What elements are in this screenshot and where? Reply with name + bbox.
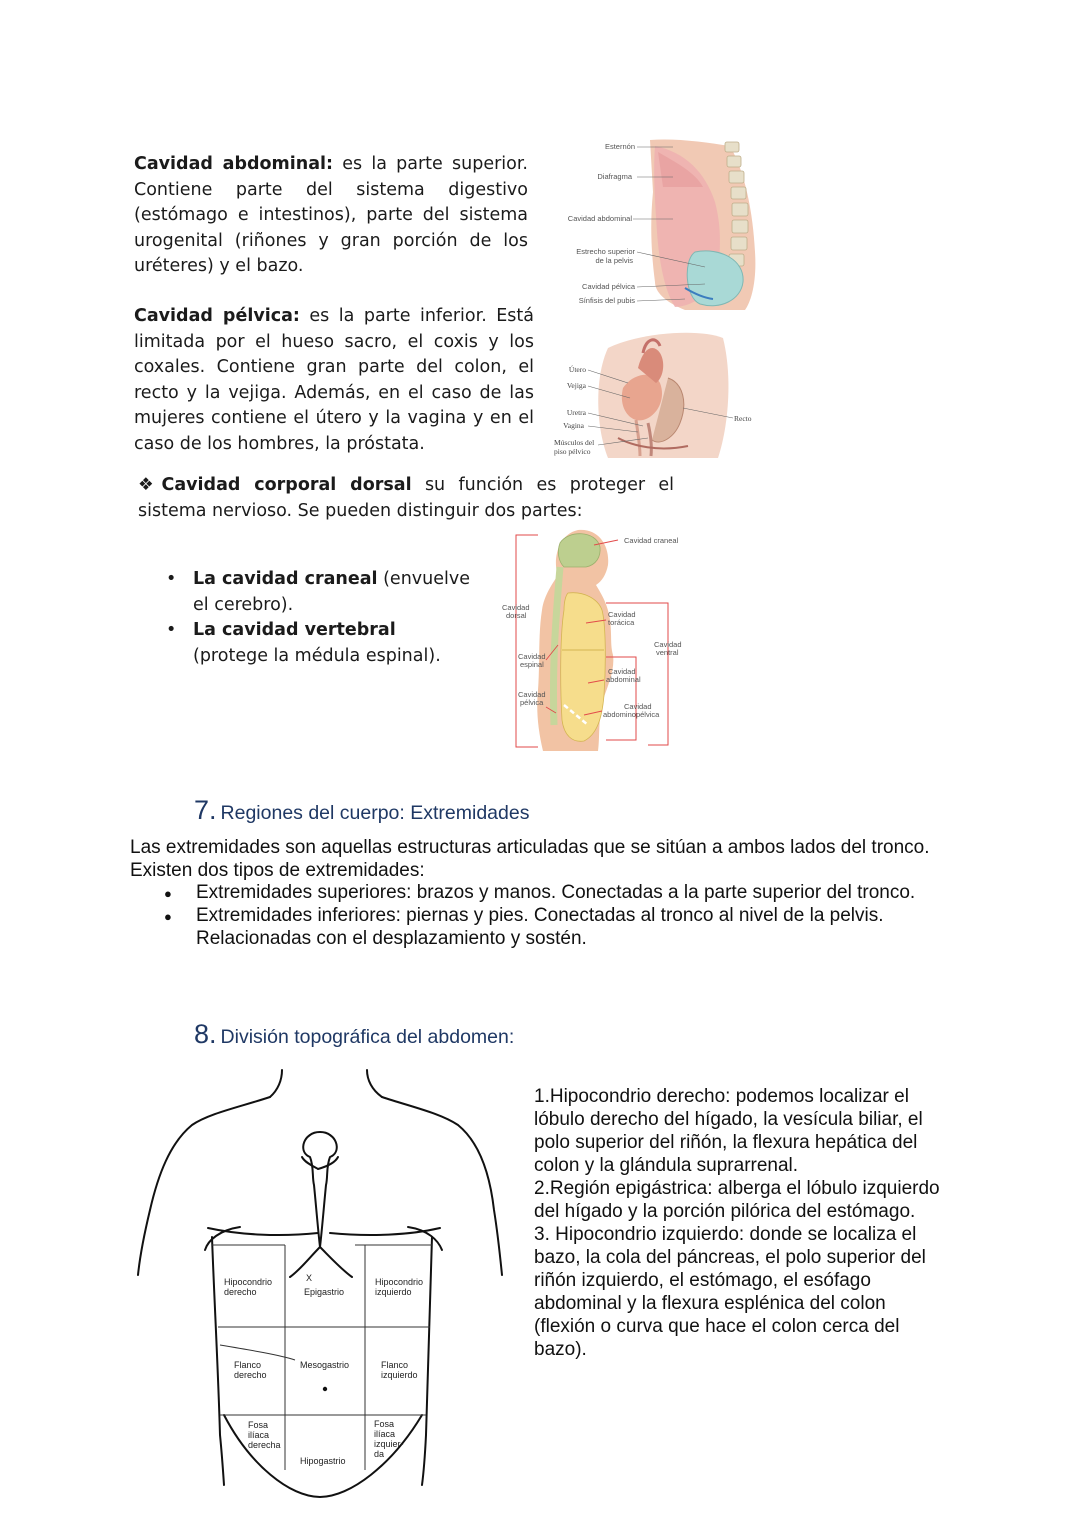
fig3-label-abdpel-1: Cavidad bbox=[624, 702, 652, 711]
region-fosa-der-2: ilíaca bbox=[248, 1430, 270, 1440]
fig3-label-abdominal-2: abdominal bbox=[606, 675, 641, 684]
fig2-label-musculos: Músculos del bbox=[554, 438, 595, 447]
fig3-label-espinal-1: Cavidad bbox=[518, 652, 546, 661]
fig1-label-sinfisis: Sínfisis del pubis bbox=[578, 296, 635, 305]
dorsal-paragraph bbox=[138, 473, 674, 524]
abdominal-term: Cavidad abdominal: bbox=[134, 154, 334, 174]
navel-dot bbox=[323, 1387, 327, 1391]
region-fosa-izq-2: ilíaca bbox=[374, 1429, 396, 1439]
abdominal-paragraph bbox=[134, 152, 528, 280]
region-epigastrica-paragraph: 2.Región epigástrica: alberga el lóbulo izquierdo del hígado y la porción pilórica del estómago. bbox=[534, 1178, 940, 1222]
body-cavities-figure bbox=[498, 525, 698, 755]
hipocondrio-derecho-paragraph: 1.Hipocondrio derecho: podemos localizar el lóbulo derecho del hígado, la vesícula biliar, el polo superior del riñón, la flexura hepática del colon y la glándula suprarrenal. bbox=[534, 1086, 923, 1176]
fig1-label-estrecho: Estrecho superior bbox=[576, 247, 635, 256]
section-7-heading bbox=[194, 795, 529, 826]
fig3-label-pelvica-2: pélvica bbox=[520, 698, 544, 707]
pelvica-text: es la parte inferior. Está limitada por el hueso sacro, el coxis y los coxales. Contiene gran parte del colon, el recto y la vejiga. Además, en el caso de las mujeres contiene el útero y la vagina y en el caso de los hombres, la próstata. bbox=[134, 306, 534, 454]
diamond-bullet-icon: ❖ bbox=[138, 475, 162, 495]
section-8-title: División topográfica del abdomen: bbox=[220, 1026, 515, 1048]
region-fosa-izq-3: izquier- bbox=[374, 1439, 404, 1449]
abdominal-text: es la parte superior. Contiene parte del sistema digestivo (estómago e intestinos), parte del sistema urogenital (riñones y gran porción de los uréteres) y el bazo. bbox=[134, 154, 528, 276]
section-8-text bbox=[534, 1085, 949, 1361]
fig2-label-vejiga: Vejiga bbox=[566, 381, 586, 390]
pelvica-paragraph bbox=[134, 304, 534, 457]
fig3-label-toracica-2: torácica bbox=[608, 618, 635, 627]
epigastrio-mark: X bbox=[306, 1273, 313, 1283]
fig2-label-recto: Recto bbox=[734, 414, 752, 423]
section-7-intro: Las extremidades son aquellas estructuras articuladas que se sitúan a ambos lados del tronco. Existen dos tipos de extremidades: bbox=[130, 837, 930, 881]
region-hip-der-2: derecho bbox=[224, 1287, 257, 1297]
list-item: ● Extremidades superiores: brazos y manos. Conectadas a la parte superior del tronco. bbox=[130, 881, 930, 904]
region-hip-der-1: Hipocondrio bbox=[224, 1277, 273, 1287]
abdomen-regions-diagram bbox=[130, 1065, 510, 1505]
region-flanco-der-2: derecho bbox=[234, 1370, 267, 1380]
fig1-label-diafragma: Diafragma bbox=[597, 172, 632, 181]
fig3-label-abdominal-1: Cavidad bbox=[608, 667, 636, 676]
dorsal-list bbox=[166, 567, 476, 669]
craneal-text: (envuelve el cerebro). bbox=[193, 569, 470, 615]
list-item bbox=[166, 618, 476, 669]
pelvica-term: Cavidad pélvica: bbox=[134, 306, 300, 326]
vertebral-term: La cavidad vertebral bbox=[193, 620, 396, 640]
fig3-label-abdpel-2: abdominopélvica bbox=[603, 710, 660, 719]
fig2-label-utero: Útero bbox=[568, 365, 586, 374]
region-hip-izq-2: izquierdo bbox=[375, 1287, 412, 1297]
fig3-label-dorsal-2: dorsal bbox=[506, 611, 527, 620]
fig1-label-cavidad-pelvica: Cavidad pélvica bbox=[582, 282, 635, 291]
craneal-term: La cavidad craneal bbox=[193, 569, 378, 589]
list-item bbox=[166, 567, 476, 618]
fig2-label-piso: piso pélvico bbox=[554, 447, 591, 456]
fig1-label-cavidad-abdominal: Cavidad abdominal bbox=[567, 214, 632, 223]
region-fosa-izq-1: Fosa bbox=[374, 1419, 395, 1429]
dorsal-term: Cavidad corporal dorsal bbox=[161, 475, 412, 495]
fig1-label-pelvis: de la pelvis bbox=[595, 256, 633, 265]
section-7-number: 7. bbox=[194, 795, 217, 825]
fig2-label-vagina: Vagina bbox=[563, 421, 584, 430]
fig1-label-esternon: Esternón bbox=[604, 142, 635, 151]
section-8-heading bbox=[194, 1019, 514, 1050]
region-epigastrio: Epigastrio bbox=[304, 1287, 345, 1297]
fig3-label-pelvica-1: Cavidad bbox=[518, 690, 546, 699]
fig3-label-craneal: Cavidad craneal bbox=[624, 536, 679, 545]
indent-spacer bbox=[138, 498, 156, 499]
section-8-number: 8. bbox=[194, 1019, 217, 1049]
region-fosa-der-3: derecha bbox=[248, 1440, 281, 1450]
region-fosa-izq-4: da bbox=[374, 1449, 385, 1459]
region-flanco-izq-1: Flanco bbox=[381, 1360, 409, 1370]
fig3-label-dorsal-1: Cavidad bbox=[502, 603, 530, 612]
hipocondrio-izquierdo-paragraph: 3. Hipocondrio izquierdo: donde se localiza el bazo, la cola del páncreas, el polo superior del riñón izquierdo, el estómago, el esófago abdominal y la flexura esplénica del colon (flexión o curva que hace el colon cerca del bazo). bbox=[534, 1224, 926, 1360]
fig3-label-espinal-2: espinal bbox=[520, 660, 544, 669]
fig3-label-ventral-2: ventral bbox=[656, 648, 679, 657]
region-fosa-der-1: Fosa bbox=[248, 1420, 269, 1430]
vertebral-text: (protege la médula espinal). bbox=[193, 645, 441, 666]
section-7-title: Regiones del cuerpo: Extremidades bbox=[220, 802, 530, 824]
pelvic-cavity-figure bbox=[548, 328, 773, 460]
section-7-list bbox=[130, 881, 930, 950]
fig3-label-toracica-1: Cavidad bbox=[608, 610, 636, 619]
region-hip-izq-1: Hipocondrio bbox=[375, 1277, 424, 1287]
region-mesogastrio: Mesogastrio bbox=[300, 1360, 350, 1370]
region-flanco-der-1: Flanco bbox=[234, 1360, 262, 1370]
region-hipogastrio: Hipogastrio bbox=[300, 1456, 346, 1466]
region-flanco-izq-2: izquierdo bbox=[381, 1370, 418, 1380]
abdominal-cavity-figure bbox=[555, 132, 770, 312]
dorsal-text: su función es proteger el sistema nervioso. Se pueden distinguir dos partes: bbox=[138, 475, 675, 521]
fig2-label-uretra: Uretra bbox=[566, 408, 586, 417]
fig3-label-ventral-1: Cavidad bbox=[654, 640, 682, 649]
list-item: ● Extremidades inferiores: piernas y pies. Conectadas al tronco al nivel de la pelvis. Relacionadas con el desplazamiento y sostén. bbox=[130, 904, 930, 950]
